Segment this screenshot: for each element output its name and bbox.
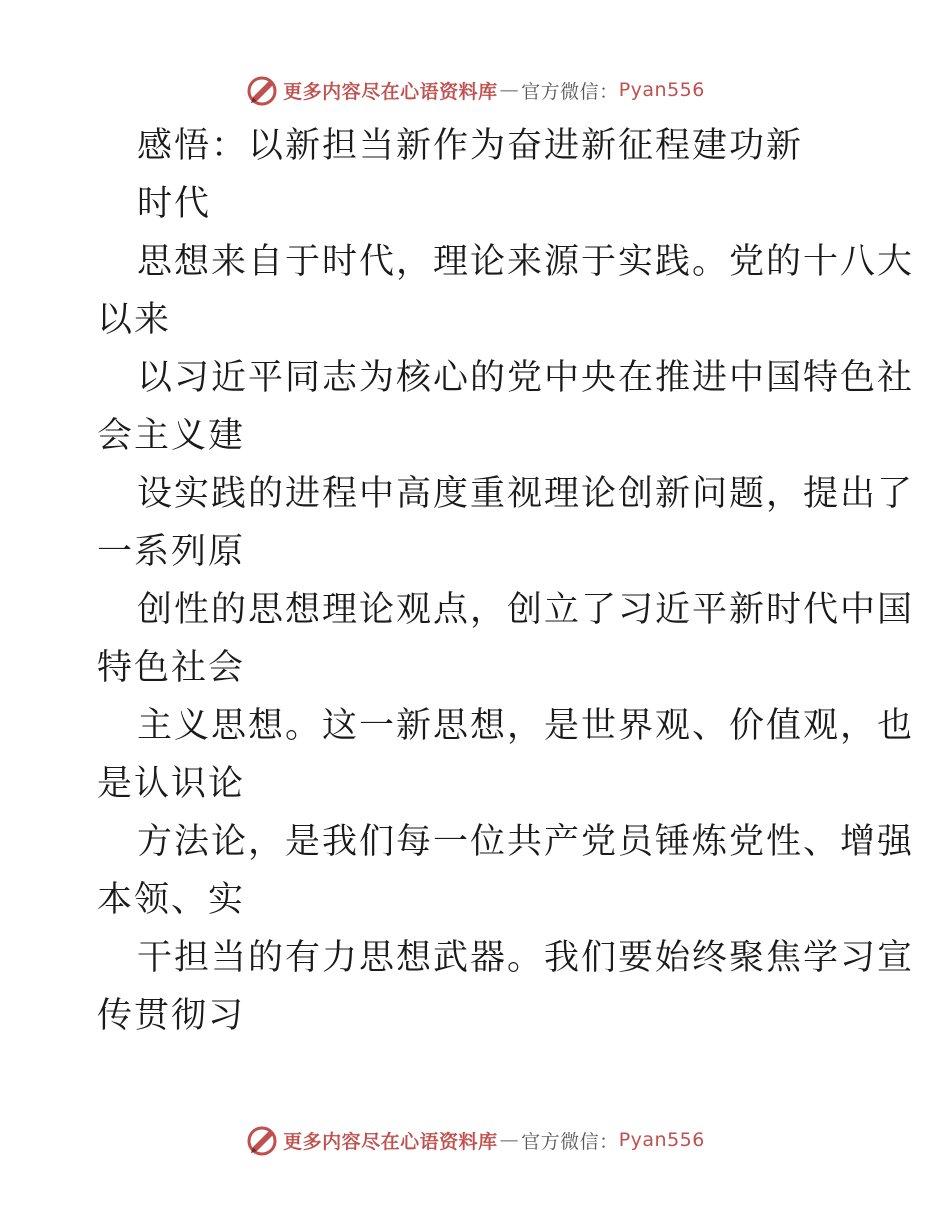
footer-wechat-id: Pyan556 <box>618 1129 705 1151</box>
footer-banner <box>0 1120 950 1160</box>
header-official-label: 官方微信： <box>521 80 619 103</box>
paragraph-line: 本领、实 <box>97 880 246 920</box>
paragraph-line: 时代 <box>137 184 212 224</box>
paragraph-line: 感悟：以新担当新作为奋进新征程建功新 <box>137 126 804 166</box>
footer-dash: — <box>499 1129 520 1151</box>
paragraph-line: 干担当的有力思想武器。我们要始终聚焦学习宣 <box>137 938 915 978</box>
pen-logo-icon <box>245 1123 279 1157</box>
paragraph-line: 以习近平同志为核心的党中央在推进中国特色社 <box>137 358 915 398</box>
paragraph-line: 思想来自于时代，理论来源于实践。党的十八大 <box>137 242 915 282</box>
paragraph-line: 以来 <box>97 300 172 340</box>
paragraph-line: 创性的思想理论观点，创立了习近平新时代中国 <box>137 590 915 630</box>
header-brand-text: 更多内容尽在心语资料库 <box>283 80 498 103</box>
document-body <box>97 117 915 1045</box>
header-dash: — <box>499 79 520 101</box>
paragraph-line: 方法论，是我们每一位共产党员锤炼党性、增强 <box>137 822 915 862</box>
footer-brand-text: 更多内容尽在心语资料库 <box>283 1130 498 1153</box>
header-banner <box>0 70 950 110</box>
footer-banner-text <box>283 1127 705 1154</box>
paragraph-line: 特色社会 <box>97 648 246 688</box>
paragraph-line: 一系列原 <box>97 532 246 572</box>
footer-official-label: 官方微信： <box>521 1130 619 1153</box>
paragraph-line: 是认识论 <box>97 764 246 804</box>
paragraph-line: 传贯彻习 <box>97 996 246 1036</box>
paragraph-line: 主义思想。这一新思想，是世界观、价值观，也 <box>137 706 915 746</box>
paragraph-line: 会主义建 <box>97 416 246 456</box>
header-banner-text <box>283 77 705 104</box>
pen-logo-icon <box>245 73 279 107</box>
paragraph-line: 设实践的进程中高度重视理论创新问题，提出了 <box>137 474 915 514</box>
header-wechat-id: Pyan556 <box>618 79 705 101</box>
